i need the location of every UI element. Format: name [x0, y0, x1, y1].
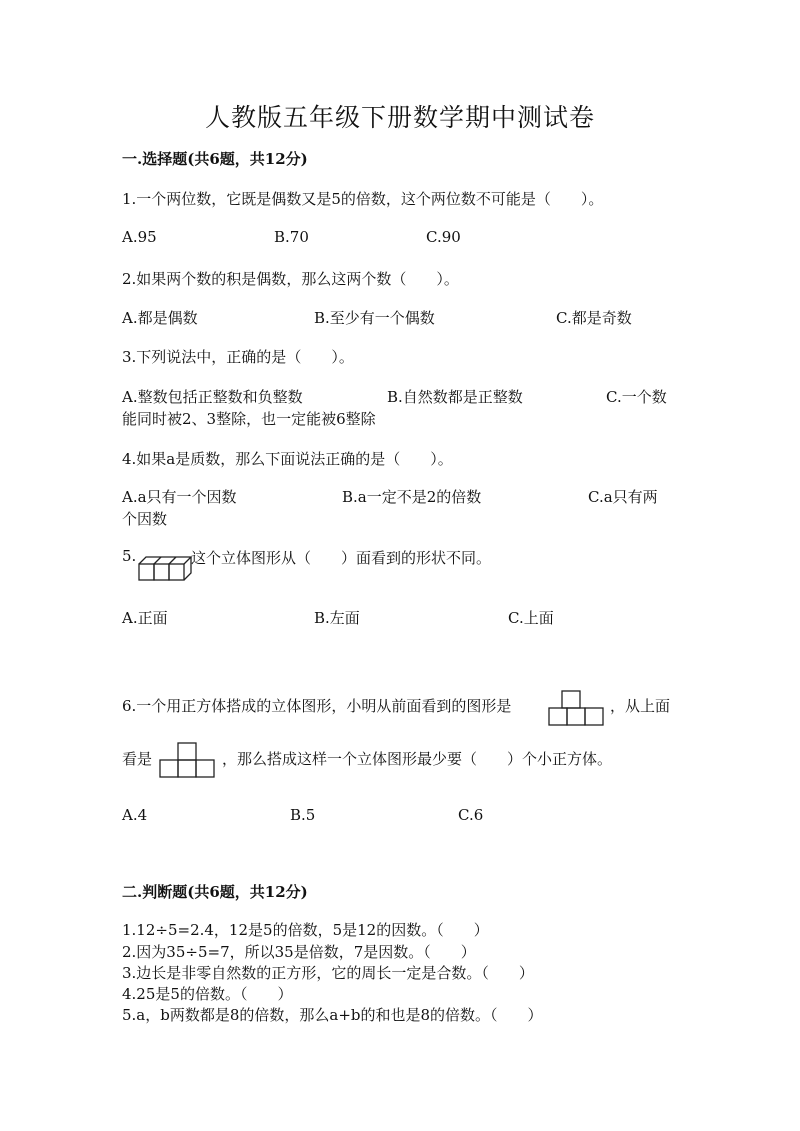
- question-2-stem: 2.如果两个数的积是偶数，那么这两个数（ ）。: [122, 270, 459, 288]
- judgement-item-2: 2.因为35÷5=7，所以35是倍数，7是因数。（ ）: [122, 943, 476, 961]
- question-2-option-b: B.至少有一个偶数: [314, 309, 435, 327]
- question-3-option-a: A.整数包括正整数和负整数: [122, 388, 303, 406]
- judgement-item-5: 5.a，b两数都是8的倍数，那么a+b的和也是8的倍数。（ ）: [122, 1006, 543, 1024]
- judgement-item-1: 1.12÷5=2.4，12是5的倍数，5是12的因数。（ ）: [122, 921, 489, 939]
- question-4-option-c: C.a只有两: [588, 488, 658, 506]
- question-6-stem-line2-head: 看是: [122, 750, 153, 768]
- question-6-option-a: A.4: [122, 806, 148, 824]
- section-heading-judgement: 二.判断题(共6题，共12分): [122, 883, 308, 901]
- question-3-stem: 3.下列说法中，正确的是（ ）。: [122, 348, 354, 366]
- question-1-option-c: C.90: [426, 228, 461, 246]
- question-6-stem-line1: 6.一个用正方体搭成的立体图形，小明从前面看到的图形是: [122, 697, 512, 715]
- question-1-stem: 1.一个两位数，它既是偶数又是5的倍数，这个两位数不可能是（ ）。: [122, 190, 604, 208]
- judgement-item-4: 4.25是5的倍数。（ ）: [122, 985, 293, 1003]
- top-view-figure: [159, 742, 216, 778]
- question-4-option-a: A.a只有一个因数: [122, 488, 237, 506]
- front-view-figure: [548, 690, 604, 726]
- question-6-stem-line1-tail: ，从上面: [610, 697, 671, 715]
- page-title: 人教版五年级下册数学期中测试卷: [204, 103, 595, 132]
- section-heading-choice: 一.选择题(共6题，共12分): [122, 150, 308, 168]
- question-6-option-c: C.6: [458, 806, 484, 824]
- question-4-stem: 4.如果a是质数，那么下面说法正确的是（ ）。: [122, 450, 453, 468]
- question-3-option-c: C.一个数: [606, 388, 667, 406]
- question-4-option-c-continued: 个因数: [122, 510, 168, 528]
- question-5-option-a: A.正面: [122, 609, 168, 627]
- three-cube-row-figure: [138, 556, 190, 582]
- question-6-stem-line2-tail: ，那么搭成这样一个立体图形最少要（ ）个小正方体。: [222, 750, 613, 768]
- question-5-option-c: C.上面: [508, 609, 554, 627]
- question-3-option-b: B.自然数都是正整数: [387, 388, 523, 406]
- question-2-option-a: A.都是偶数: [122, 309, 198, 327]
- question-3-option-c-continued: 能同时被2、3整除，也一定能被6整除: [122, 410, 376, 428]
- question-5-option-b: B.左面: [314, 609, 360, 627]
- question-6-option-b: B.5: [290, 806, 316, 824]
- question-1-option-a: A.95: [122, 228, 157, 246]
- question-2-option-c: C.都是奇数: [556, 309, 632, 327]
- question-5-number: 5.: [122, 547, 137, 565]
- question-1-option-b: B.70: [274, 228, 309, 246]
- question-4-option-b: B.a一定不是2的倍数: [342, 488, 482, 506]
- judgement-item-3: 3.边长是非零自然数的正方形，它的周长一定是合数。（ ）: [122, 964, 534, 982]
- question-5-stem: 这个立体图形从（ ）面看到的形状不同。: [191, 549, 492, 567]
